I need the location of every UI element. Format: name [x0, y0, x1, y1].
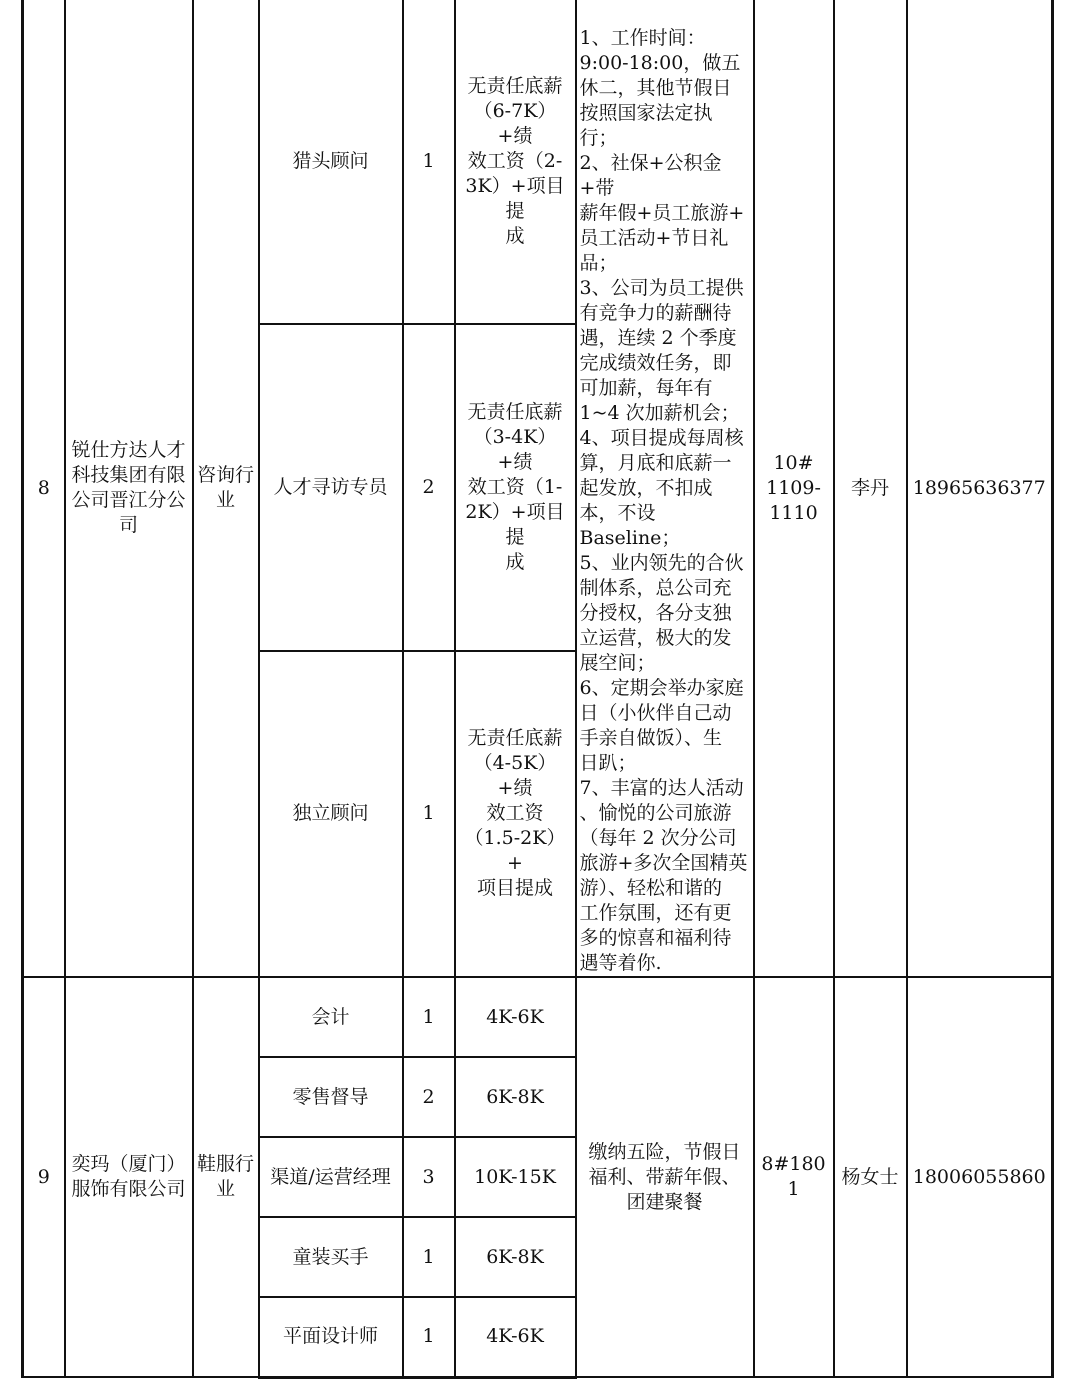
company-number: 8 [23, 0, 65, 977]
position-salary: 4K-6K [455, 977, 576, 1057]
company-industry: 鞋服行 业 [193, 977, 259, 1377]
position-title: 猎头顾问 [259, 0, 403, 324]
contact-person: 李丹 [834, 0, 907, 977]
position-salary: 4K-6K [455, 1297, 576, 1377]
company-number: 9 [23, 977, 65, 1377]
contact-person: 杨女士 [834, 977, 907, 1377]
job-fair-table [21, 0, 1054, 1379]
position-count: 1 [403, 651, 455, 977]
position-salary: 10K-15K [455, 1137, 576, 1217]
company-industry: 咨询行 业 [193, 0, 259, 977]
position-salary: 6K-8K [455, 1217, 576, 1297]
position-title: 渠道/运营经理 [259, 1137, 403, 1217]
contact-phone: 18006055860 [907, 977, 1053, 1377]
position-salary: 无责任底薪 （4-5K）+绩 效工资 （1.5-2K）+ 项目提成 [455, 651, 576, 977]
position-title: 独立顾问 [259, 651, 403, 977]
position-count: 2 [403, 1057, 455, 1137]
position-salary: 无责任底薪 （6-7K）+绩 效工资（2- 3K）+项目提 成 [455, 0, 576, 324]
booth-number: 8#1801 [754, 977, 834, 1377]
position-count: 2 [403, 324, 455, 650]
position-title: 平面设计师 [259, 1297, 403, 1377]
contact-phone: 18965636377 [907, 0, 1053, 977]
position-count: 1 [403, 0, 455, 324]
table-row [23, 977, 1053, 1057]
position-count: 1 [403, 1297, 455, 1377]
table-row [23, 0, 1053, 324]
booth-number: 10# 1109- 1110 [754, 0, 834, 977]
position-title: 零售督导 [259, 1057, 403, 1137]
position-title: 童装买手 [259, 1217, 403, 1297]
company-benefits: 1、工作时间： 9:00-18:00，做五 休二，其他节假日 按照国家法定执 行； 2、社保+公积金+带 薪年假+员工旅游+ 员工活动+节日礼 品； 3、公司为员工提供 有竞争力的薪酬待 遇，连续 2 个季度 完成绩效任务，即 可加薪，每年有 1~4 次加薪机会； 4、项目提成每周核 算，月底和底薪一 起发放，不扣成 本，不设 Baseline； 5、业内领先的合伙 制体系，总公司充 分授权，各分支独 立运营，极大的发 展空间； 6、定期会举办家庭 日（小伙伴自己动 手亲自做饭）、生 日趴； 7、丰富的达人活动 、愉悦的公司旅游 （每年 2 次分公司 旅游+多次全国精英 游）、轻松和谐的 工作氛围，还有更 多的惊喜和福利待 遇等着你. [576, 0, 754, 977]
position-salary: 6K-8K [455, 1057, 576, 1137]
company-name: 奕玛（厦门） 服饰有限公司 [65, 977, 193, 1377]
position-count: 3 [403, 1137, 455, 1217]
position-count: 1 [403, 1217, 455, 1297]
company-benefits: 缴纳五险，节假日 福利、带薪年假、 团建聚餐 [576, 977, 754, 1377]
company-name: 锐仕方达人才 科技集团有限 公司晋江分公 司 [65, 0, 193, 977]
position-title: 人才寻访专员 [259, 324, 403, 650]
position-salary: 无责任底薪 （3-4K）+绩 效工资（1- 2K）+项目提 成 [455, 324, 576, 650]
position-title: 会计 [259, 977, 403, 1057]
position-count: 1 [403, 977, 455, 1057]
